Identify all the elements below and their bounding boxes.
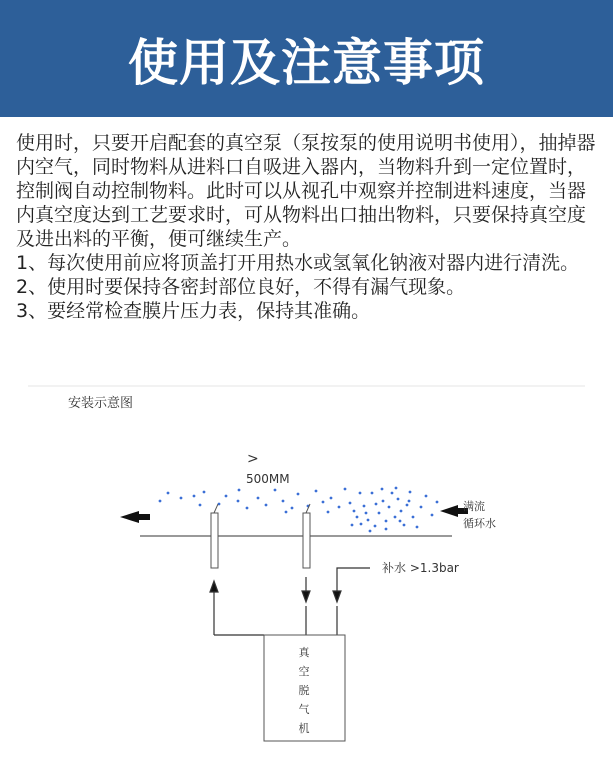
bubble-dot <box>225 495 228 498</box>
depth-symbol: > <box>247 451 259 467</box>
bubble-dot <box>391 492 394 495</box>
bubble-dot <box>349 502 352 505</box>
note-item-1: 1、每次使用前应将顶盖打开用热水或氢氧化钠液对器内进行清洗。 <box>16 252 580 274</box>
bubble-dot <box>385 520 388 523</box>
bubble-dot <box>351 524 354 527</box>
water-bubbles <box>159 487 439 533</box>
bubble-dot <box>431 514 434 517</box>
bubble-dot <box>394 516 397 519</box>
left-pipe <box>211 504 218 568</box>
machine-label-char-5: 机 <box>298 722 310 735</box>
bubble-dot <box>203 491 206 494</box>
bubble-dot <box>330 497 333 500</box>
bubble-dot <box>282 500 285 503</box>
machine-label-char-1: 真 <box>298 646 310 659</box>
usage-paragraph: 使用时，只要开启配套的真空泵（泵按泵的使用说明书使用），抽掉器内空气，同时物料从进料口自吸进入器内，当物料升到一定位置时，控制阀自动控制物料。此时可以从视孔中观察并控制进料速度，当器内真空度达到工艺要求时，可从物料出口抽出物料，只要保持真空度及进出料的平衡，便可继续生产。 <box>16 132 596 250</box>
bubble-dot <box>338 506 341 509</box>
bubble-dot <box>238 489 241 492</box>
bubble-dot <box>375 503 378 506</box>
diagram-title: 安装示意图 <box>68 396 134 411</box>
bubble-dot <box>237 500 240 503</box>
makeup-water-label: 补水 >1.3bar <box>382 561 459 575</box>
bubble-dot <box>388 506 391 509</box>
title-banner <box>0 0 613 117</box>
bubble-dot <box>400 510 403 513</box>
bubble-dot <box>257 497 260 500</box>
bubble-dot <box>344 488 347 491</box>
note-item-2: 2、使用时要保持各密封部位良好，不得有漏气现象。 <box>16 276 466 298</box>
bubble-dot <box>274 489 277 492</box>
bubble-dot <box>416 526 419 529</box>
machine-label-char-2: 空 <box>298 665 310 678</box>
bubble-dot <box>408 500 411 503</box>
bubble-dot <box>359 492 362 495</box>
instructions-text <box>16 131 601 323</box>
bubble-dot <box>246 507 249 510</box>
bubble-dot <box>193 495 196 498</box>
bubble-dot <box>371 492 374 495</box>
bubble-dot <box>199 504 202 507</box>
bubble-dot <box>367 519 370 522</box>
note-item-3: 3、要经常检查膜片压力表，保持其准确。 <box>16 300 371 322</box>
bubble-dot <box>378 512 381 515</box>
machine-label-char-3: 脱 <box>298 684 310 697</box>
bubble-dot <box>369 530 372 533</box>
bubble-dot <box>374 525 377 528</box>
depth-label: 500MM <box>246 472 290 486</box>
bubble-dot <box>356 516 359 519</box>
installation-diagram <box>0 380 613 768</box>
bubble-dot <box>353 510 356 513</box>
pipe-connections <box>214 606 337 635</box>
bubble-dot <box>397 498 400 501</box>
bubble-dot <box>322 501 325 504</box>
bubble-dot <box>285 511 288 514</box>
bubble-dot <box>406 504 409 507</box>
machine-label-char-4: 气 <box>298 703 310 716</box>
bubble-dot <box>265 504 268 507</box>
bubble-dot <box>382 500 385 503</box>
bubble-dot <box>436 501 439 504</box>
bubble-dot <box>403 524 406 527</box>
page-title: 使用及注意事项 <box>128 33 485 92</box>
bubble-dot <box>297 493 300 496</box>
bubble-dot <box>420 506 423 509</box>
bubble-dot <box>315 490 318 493</box>
bubble-dot <box>360 523 363 526</box>
left-outlet-arrow-icon <box>120 511 150 523</box>
bubble-dot <box>159 500 162 503</box>
bubble-dot <box>385 528 388 531</box>
right-pipe <box>303 504 310 568</box>
overflow-label-1: 满流 <box>463 500 485 513</box>
bubble-dot <box>327 511 330 514</box>
bubble-dot <box>412 516 415 519</box>
bubble-dot <box>425 495 428 498</box>
supply-pipe-up-arrow-icon <box>210 581 218 635</box>
overflow-label-2: 循环水 <box>463 517 496 530</box>
bubble-dot <box>291 507 294 510</box>
bubble-dot <box>381 488 384 491</box>
bubble-dot <box>395 487 398 490</box>
bubble-dot <box>399 520 402 523</box>
bubble-dot <box>409 491 412 494</box>
bubble-dot <box>180 497 183 500</box>
makeup-water-arrow-icon <box>333 568 370 602</box>
bubble-dot <box>363 505 366 508</box>
return-pipe-down-arrow-icon <box>302 577 310 602</box>
bubble-dot <box>167 492 170 495</box>
bubble-dot <box>365 512 368 515</box>
